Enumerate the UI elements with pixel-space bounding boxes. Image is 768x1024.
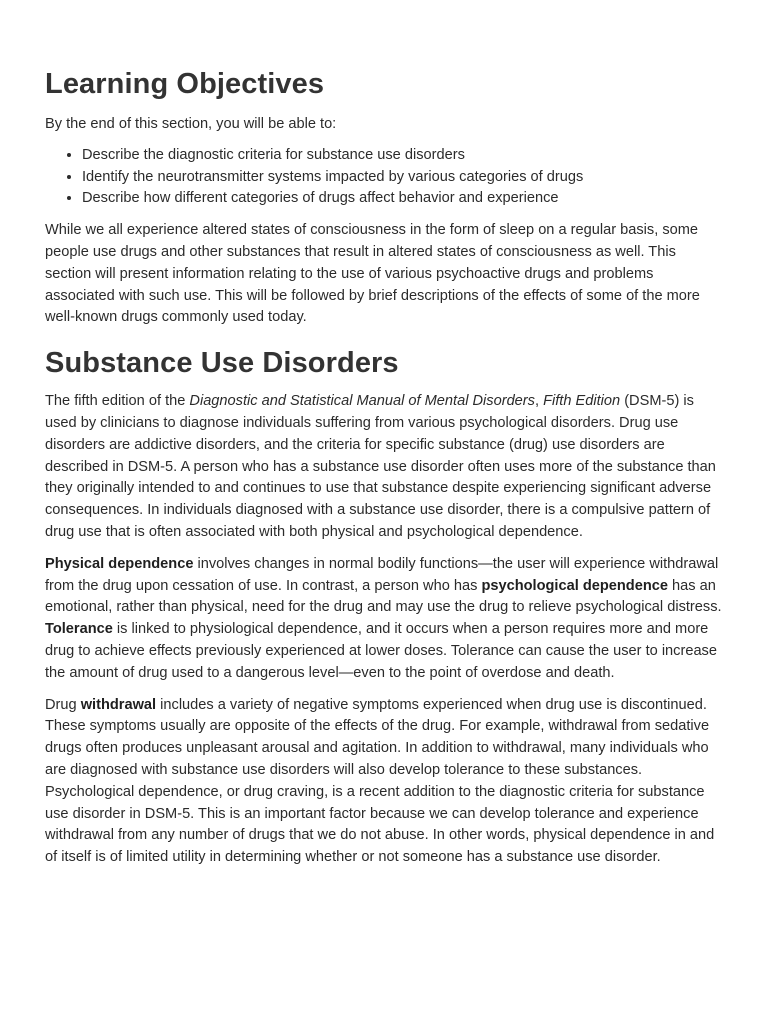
intro-paragraph: While we all experience altered states of consciousness in the form of sleep on a regular basis, some people use drugs and other substances that result in altered states of consciousness as well. This section will present information relating to the use of various psychoactive drugs and problems associated with such use. This will be followed by brief descriptions of the effects of some of the more well-known drugs commonly used today. xyxy=(45,222,700,326)
term-tolerance: Tolerance xyxy=(45,621,113,638)
term-withdrawal: withdrawal xyxy=(80,696,157,713)
text-run: involves changes in normal bodily functions—the user will experience withdrawal from the drug upon cessation of use. In contrast, a person who has xyxy=(45,555,719,594)
edition-italic: Fifth Edition xyxy=(543,393,621,410)
text-run: is linked to physiological dependence, and it occurs when a person requires more and more drug to achieve effects previously experienced at lower doses. Tolerance can cause the user to increase the amount of drug used to a dangerous level—even to the point of overdose and death. xyxy=(45,621,717,681)
text-run: (DSM-5) is used by clinicians to diagnose individuals suffering from various psychological disorders. Drug use disorders are addictive disorders, and the criteria for specific substance (drug) use disorders are described in DSM-5. A person who has a substance use disorder often uses more of the substance than they originally intended to and continues to use that substance despite experiencing significant adverse consequences. In individuals diagnosed with a substance use disorder, there is a compulsive pattern of drug use that is often associated with both physical and psychological dependence. xyxy=(45,393,716,540)
objective-item: • Describe the diagnostic criteria for substance use disorders xyxy=(82,145,723,167)
text-run: includes a variety of negative symptoms experienced when drug use is discontinued. These symptoms usually are opposite of the effects of the drug. For example, withdrawal from sedative drugs often produces unpleasant arousal and agitation. In addition to withdrawal, many individuals who are diagnosed with substance use disorders will also develop tolerance to these substances. Psychological dependence, or drug craving, is a recent addition to the diagnostic criteria for substance use disorder in DSM-5. This is an important factor because we can develop tolerance and experience withdrawal from any number of drugs that we do not abuse. In other words, physical dependence in and of itself is of limited utility in determining whether or not someone has a substance use disorder. xyxy=(45,696,715,866)
term-physical-dependence: Physical dependence xyxy=(45,555,194,572)
term-psychological-dependence: psychological dependence xyxy=(481,577,668,594)
objective-item: • Identify the neurotransmitter systems impacted by various categories of drugs xyxy=(82,167,723,189)
learning-objectives-heading: Learning Objectives xyxy=(45,68,325,100)
objective-item: • Describe how different categories of drugs affect behavior and experience xyxy=(82,188,723,210)
text-run: The fifth edition of the xyxy=(45,393,190,410)
dsm5-paragraph xyxy=(45,391,723,544)
manual-title-italic: Diagnostic and Statistical Manual of Mental Disorders xyxy=(189,393,535,410)
objectives-list xyxy=(45,145,723,210)
text-run: has an emotional, rather than physical, need for the drug and may use the drug to relieve psychological distress. xyxy=(45,577,722,616)
learning-objectives-intro: By the end of this section, you will be able to: xyxy=(45,116,337,132)
text-run: Drug xyxy=(45,696,81,713)
text-run: , xyxy=(534,393,544,410)
dependence-paragraph xyxy=(45,554,723,685)
withdrawal-paragraph xyxy=(45,695,723,869)
substance-use-disorders-heading: Substance Use Disorders xyxy=(45,347,399,380)
